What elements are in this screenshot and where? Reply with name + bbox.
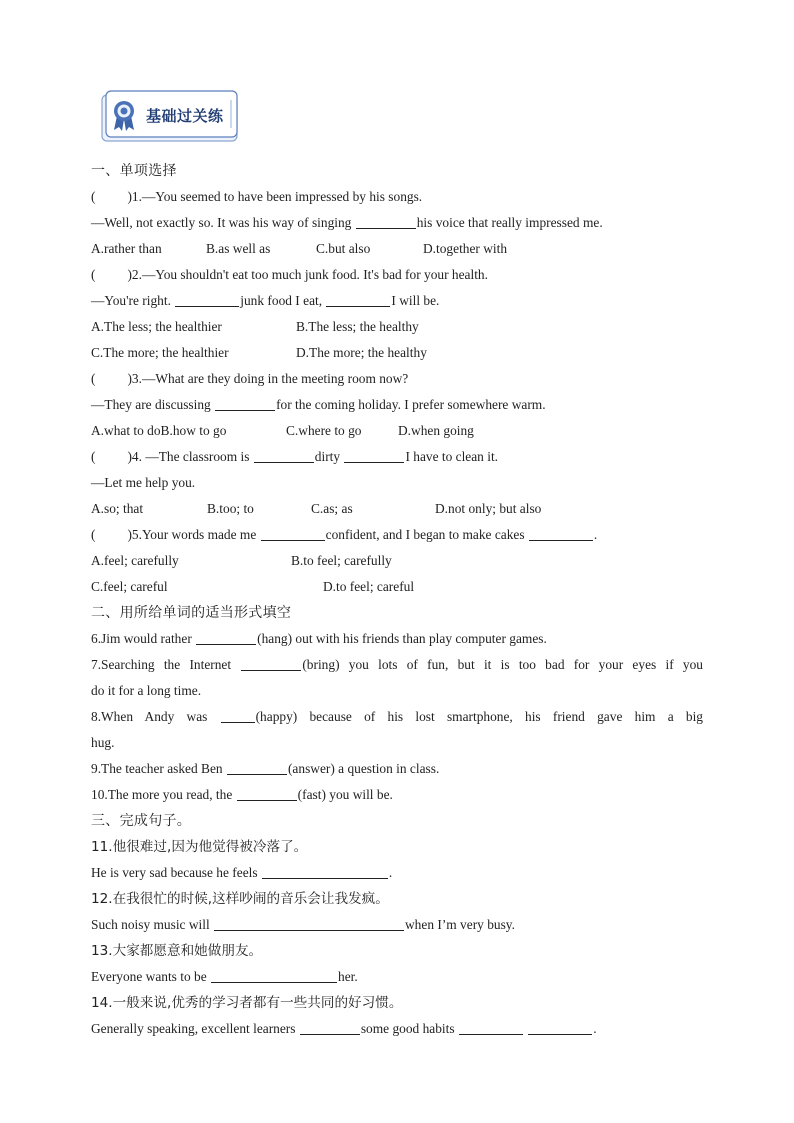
q8-line1: 8.When Andy was (happy) because of his lost smartphone, his friend gave him a big [91,709,703,724]
q3-reply: —They are discussing for the coming holiday. I prefer somewhere warm. [91,397,546,412]
q5-options-row2 [91,574,703,600]
blank[interactable] [326,292,390,307]
q11-english: He is very sad because he feels . [91,865,393,880]
blank[interactable] [211,968,337,983]
blank[interactable] [262,864,388,879]
section1-heading: 一、单项选择 [91,163,177,179]
q5-stem: ( )5.Your words made me confident, and I began to make cakes . [91,527,598,542]
section-badge [99,88,241,146]
option-a[interactable]: A.The less; the healthier [91,319,222,334]
q1-options [91,236,703,262]
q5-options-row1 [91,548,703,574]
blank[interactable] [529,526,593,541]
option-c[interactable]: C.but also [316,241,371,256]
blank[interactable] [214,916,404,931]
blank[interactable] [459,1020,523,1035]
q12-english: Such noisy music will when I’m very busy. [91,917,515,932]
q1-stem: ( )1.—You seemed to have been impressed by his songs. [91,189,423,204]
blank[interactable] [227,760,287,775]
option-a[interactable]: A.rather than [91,241,162,256]
blank[interactable] [254,448,314,463]
option-a[interactable]: A.so; that [91,501,144,516]
q3-options [91,418,703,444]
section2-heading: 二、用所给单词的适当形式填空 [91,605,292,621]
option-c[interactable]: C.The more; the healthier [91,345,229,360]
q9: 9.The teacher asked Ben (answer) a question in class. [91,761,440,776]
section3-heading: 三、完成句子。 [91,813,192,829]
option-d[interactable]: D.not only; but also [435,501,542,516]
q4-reply: —Let me help you. [91,475,196,490]
blank[interactable] [241,656,301,671]
q14-chinese: 14.一般来说,优秀的学习者都有一些共同的好习惯。 [91,995,403,1011]
q8-line2: hug. [91,735,115,750]
q3-stem: ( )3.—What are they doing in the meeting room now? [91,371,409,386]
option-b[interactable]: B.The less; the healthy [296,319,419,334]
option-c[interactable]: C.where to go [286,423,362,438]
q13-english: Everyone wants to be her. [91,969,358,984]
medal-icon [112,100,136,132]
q12-chinese: 12.在我很忙的时候,这样吵闹的音乐会让我发疯。 [91,891,389,907]
q2-options-row2 [91,340,703,366]
option-b[interactable]: B.as well as [206,241,271,256]
option-d[interactable]: D.The more; the healthy [296,345,427,360]
q14-english: Generally speaking, excellent learners some good habits . [91,1021,597,1036]
blank[interactable] [300,1020,360,1035]
q2-options-row1 [91,314,703,340]
q7-line2: do it for a long time. [91,683,202,698]
option-c[interactable]: C.feel; careful [91,579,168,594]
blank[interactable] [237,786,297,801]
q10: 10.The more you read, the (fast) you will be. [91,787,393,802]
option-b[interactable]: B.to feel; carefully [291,553,392,568]
blank[interactable] [196,630,256,645]
q1-reply: —Well, not exactly so. It was his way of singing his voice that really impressed me. [91,215,603,230]
blank[interactable] [528,1020,592,1035]
blank[interactable] [356,214,416,229]
blank[interactable] [175,292,239,307]
q13-chinese: 13.大家都愿意和她做朋友。 [91,943,263,959]
q2-stem: ( )2.—You shouldn't eat too much junk food. It's bad for your health. [91,267,488,282]
badge-title: 基础过关练 [146,107,224,125]
worksheet-page [91,88,703,1042]
option-ab[interactable]: A.what to doB.how to go [91,423,227,438]
q4-stem: ( )4. —The classroom is dirty I have to clean it. [91,449,499,464]
q6: 6.Jim would rather (hang) out with his friends than play computer games. [91,631,547,646]
option-d[interactable]: D.to feel; careful [323,579,415,594]
q7-line1: 7.Searching the Internet (bring) you lots of fun, but it is too bad for your eyes if you [91,657,704,672]
blank[interactable] [344,448,404,463]
q2-reply: —You're right. junk food I eat, I will be. [91,293,440,308]
blank[interactable] [261,526,325,541]
q4-options [91,496,703,522]
option-c[interactable]: C.as; as [311,501,353,516]
option-d[interactable]: D.together with [423,241,508,256]
blank[interactable] [215,396,275,411]
option-a[interactable]: A.feel; carefully [91,553,179,568]
blank[interactable] [221,708,255,723]
option-d[interactable]: D.when going [398,423,474,438]
option-b[interactable]: B.too; to [207,501,254,516]
q11-chinese: 11.他很难过,因为他觉得被冷落了。 [91,839,308,855]
